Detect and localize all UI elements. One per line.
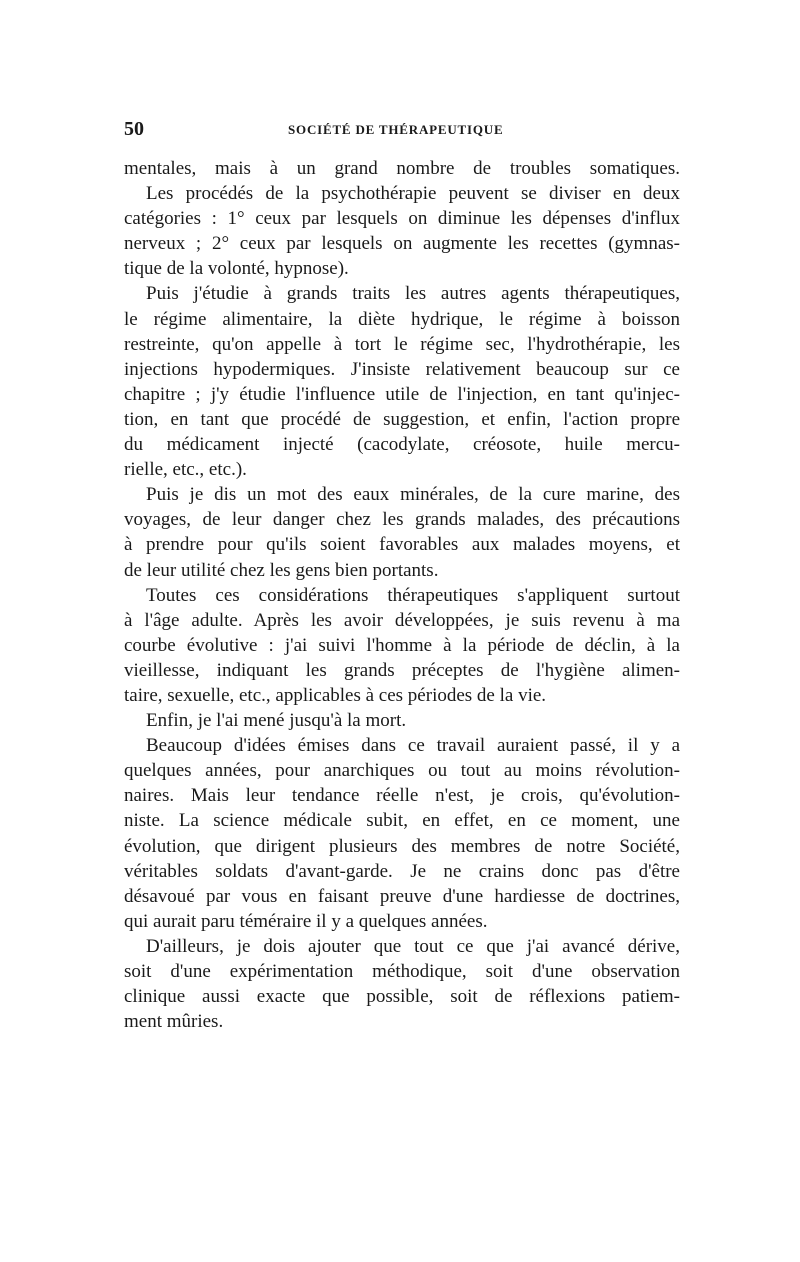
text-line: du médicament injecté (cacodylate, créosote, huile mercu- (124, 434, 680, 456)
text-line: injections hypodermiques. J'insiste relativement beaucoup sur ce (124, 358, 680, 380)
text-line: clinique aussi exacte que possible, soit de réflexions patiem- (124, 986, 680, 1008)
text-line: catégories : 1° ceux par lesquels on diminue les dépenses d'influx (124, 208, 680, 230)
text-line: véritables soldats d'avant-garde. Je ne crains donc pas d'être (124, 860, 680, 882)
text-line: Enfin, je l'ai mené jusqu'à la mort. (146, 710, 407, 732)
body-text (124, 156, 680, 1034)
text-line: tique de la volonté, hypnose). (124, 258, 349, 280)
text-line: rielle, etc., etc.). (124, 459, 247, 481)
text-line: taire, sexuelle, etc., applicables à ces périodes de la vie. (124, 684, 547, 706)
text-line: restreinte, qu'on appelle à tort le régime sec, l'hydrothérapie, les (124, 333, 680, 355)
running-title: SOCIÉTÉ DE THÉRAPEUTIQUE (288, 122, 504, 137)
page-number: 50 (124, 118, 144, 140)
text-line: ment mûries. (124, 1011, 224, 1033)
text-line: chapitre ; j'y étudie l'influence utile de l'injection, en tant qu'injec- (124, 383, 680, 405)
text-line: Toutes ces considérations thérapeutiques s'appliquent surtout (146, 584, 680, 606)
text-line: à l'âge adulte. Après les avoir développées, je suis revenu à ma (124, 609, 680, 631)
text-line: nerveux ; 2° ceux par lesquels on augmente les recettes (gymnas- (124, 233, 680, 255)
text-line: évolution, que dirigent plusieurs des membres de notre Société, (124, 835, 680, 857)
text-line: de leur utilité chez les gens bien portants. (124, 559, 439, 581)
text-line: tion, en tant que procédé de suggestion, et enfin, l'action propre (124, 408, 680, 430)
text-line: courbe évolutive : j'ai suivi l'homme à la période de déclin, à la (124, 634, 680, 656)
text-line: soit d'une expérimentation méthodique, soit d'une observation (124, 961, 680, 982)
text-line: Beaucoup d'idées émises dans ce travail auraient passé, il y a (146, 735, 680, 757)
text-line: D'ailleurs, je dois ajouter que tout ce que j'ai avancé dérive, (146, 935, 680, 957)
text-line: Puis je dis un mot des eaux minérales, de la cure marine, des (146, 484, 680, 506)
page-header (124, 118, 680, 144)
text-line: qui aurait paru téméraire il y a quelques années. (124, 910, 488, 932)
text-line: voyages, de leur danger chez les grands malades, des précautions (124, 509, 680, 531)
text-line: Puis j'étudie à grands traits les autres agents thérapeutiques, (146, 283, 680, 305)
text-line: naires. Mais leur tendance réelle n'est, je crois, qu'évolution- (124, 785, 680, 807)
text-line: à prendre pour qu'ils soient favorables aux malades moyens, et (124, 534, 680, 556)
text-line: le régime alimentaire, la diète hydrique, le régime à boisson (124, 308, 680, 330)
text-line: Les procédés de la psychothérapie peuvent se diviser en deux (146, 183, 680, 205)
text-line: niste. La science médicale subit, en effet, en ce moment, une (124, 810, 680, 832)
text-line: quelques années, pour anarchiques ou tout au moins révolution- (124, 760, 680, 782)
text-line: mentales, mais à un grand nombre de troubles somatiques. (124, 158, 680, 179)
text-line: désavoué par vous en faisant preuve d'une hardiesse de doctrines, (124, 885, 680, 907)
text-line: vieillesse, indiquant les grands préceptes de l'hygiène alimen- (124, 659, 680, 681)
